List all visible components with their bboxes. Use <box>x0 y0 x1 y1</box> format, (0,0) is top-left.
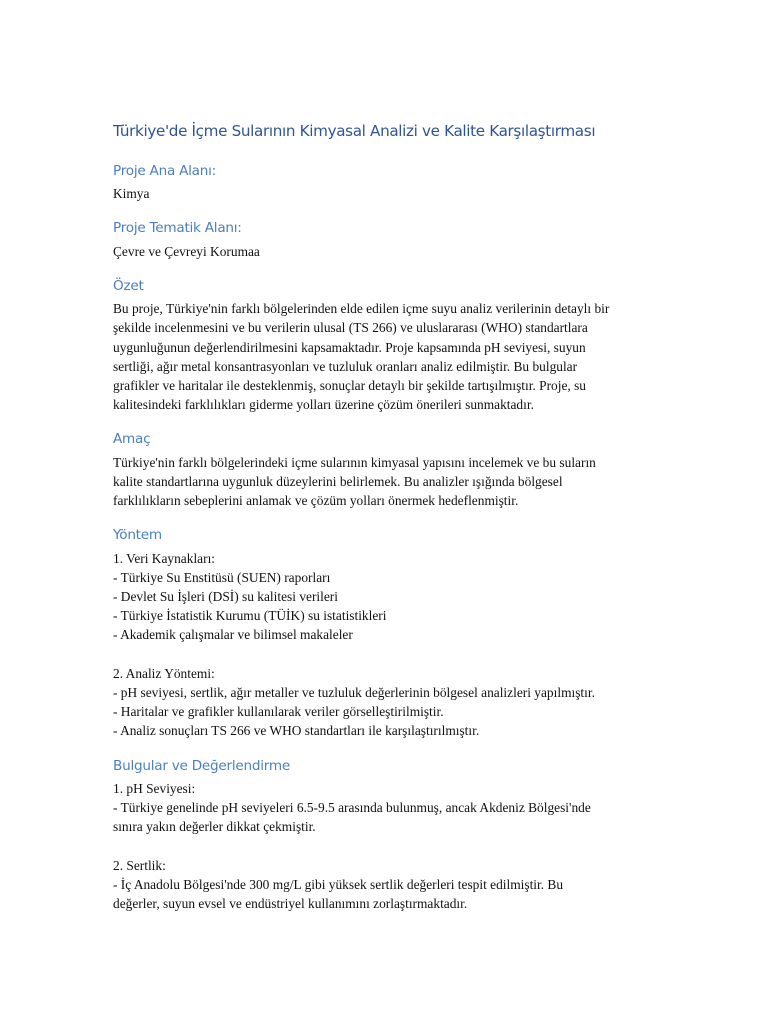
text-line: - Türkiye İstatistik Kurumu (TÜİK) su istatistikleri <box>113 608 387 624</box>
text-line: Kimya <box>113 186 150 202</box>
text-line: - Türkiye genelinde pH seviyeleri 6.5-9.5 arasında bulunmuş, ancak Akdeniz Bölgesi'nde <box>113 800 591 816</box>
text-line: Çevre ve Çevreyi Korumaa <box>113 243 260 259</box>
text-line: şekilde incelenmesini ve bu verilerin ulusal (TS 266) ve uluslararası (WHO) standartlara <box>113 320 588 336</box>
text-line: uygunluğunun değerlendirilmesini kapsamaktadır. Proje kapsamında pH seviyesi, suyun <box>113 339 586 355</box>
document-page <box>113 122 658 930</box>
text-line: 2. Sertlik: <box>113 857 166 873</box>
blank-line <box>113 645 658 664</box>
heading-bulgular-ve-degerlendirme: Bulgular ve Değerlendirme <box>113 757 290 774</box>
heading-yontem: Yöntem <box>113 527 162 544</box>
heading-ozet: Özet <box>113 277 144 294</box>
document-title: Türkiye'de İçme Sularının Kimyasal Analizi ve Kalite Karşılaştırması <box>113 122 596 140</box>
text-line: - Haritalar ve grafikler kullanılarak veriler görselleştirilmiştir. <box>113 704 444 720</box>
text-line: farklılıkların sebeplerini anlamak ve çözüm yolları önermek hedeflenmiştir. <box>113 493 519 509</box>
text-line: - Devlet Su İşleri (DSİ) su kalitesi verileri <box>113 588 338 604</box>
blank-line <box>113 836 658 855</box>
text-line: grafikler ve haritalar ile desteklenmiş, sonuçlar detaylı bir şekilde tartışılmıştır. Proje, su <box>113 377 587 393</box>
paragraph-proje-tematik-alani <box>113 242 658 261</box>
text-line: sınıra yakın değerler dikkat çekmiştir. <box>113 819 316 835</box>
text-line: 1. Veri Kaynakları: <box>113 550 216 566</box>
heading-proje-ana-alani: Proje Ana Alanı: <box>113 162 216 179</box>
text-line: Bu proje, Türkiye'nin farklı bölgelerinden elde edilen içme suyu analiz verilerinin detaylı bir <box>113 301 610 317</box>
paragraph-proje-ana-alani <box>113 184 658 203</box>
heading-proje-tematik-alani: Proje Tematik Alanı: <box>113 220 242 237</box>
paragraph-yontem <box>113 549 658 741</box>
text-line: - Türkiye Su Enstitüsü (SUEN) raporları <box>113 569 331 585</box>
text-line: değerler, suyun evsel ve endüstriyel kullanımını zorlaştırmaktadır. <box>113 896 468 912</box>
paragraph-amac <box>113 453 658 511</box>
text-line: - İç Anadolu Bölgesi'nde 300 mg/L gibi yüksek sertlik değerleri tespit edilmiştir. Bu <box>113 876 564 892</box>
text-line: - Analiz sonuçları TS 266 ve WHO standartları ile karşılaştırılmıştır. <box>113 723 480 739</box>
text-line: 2. Analiz Yöntemi: <box>113 665 215 681</box>
text-line: sertliği, ağır metal konsantrasyonları ve tuzluluk oranları analiz edilmiştir. Bu bulgular <box>113 358 578 374</box>
text-line: Türkiye'nin farklı bölgelerindeki içme sularının kimyasal yapısını incelemek ve bu suların <box>113 454 596 470</box>
paragraph-bulgular-ve-degerlendirme <box>113 779 658 913</box>
text-line: kalitesindeki farklılıkları giderme yolları üzerine çözüm önerileri sunmaktadır. <box>113 397 534 413</box>
heading-amac: Amaç <box>113 431 151 448</box>
paragraph-ozet <box>113 299 658 414</box>
text-line: - Akademik çalışmalar ve bilimsel makaleler <box>113 627 353 643</box>
text-line: kalite standartlarına uygunluk düzeylerini belirlemek. Bu analizler ışığında bölgesel <box>113 473 563 489</box>
text-line: - pH seviyesi, sertlik, ağır metaller ve tuzluluk değerlerinin bölgesel analizleri yapılmıştır. <box>113 684 595 700</box>
text-line: 1. pH Seviyesi: <box>113 780 196 796</box>
